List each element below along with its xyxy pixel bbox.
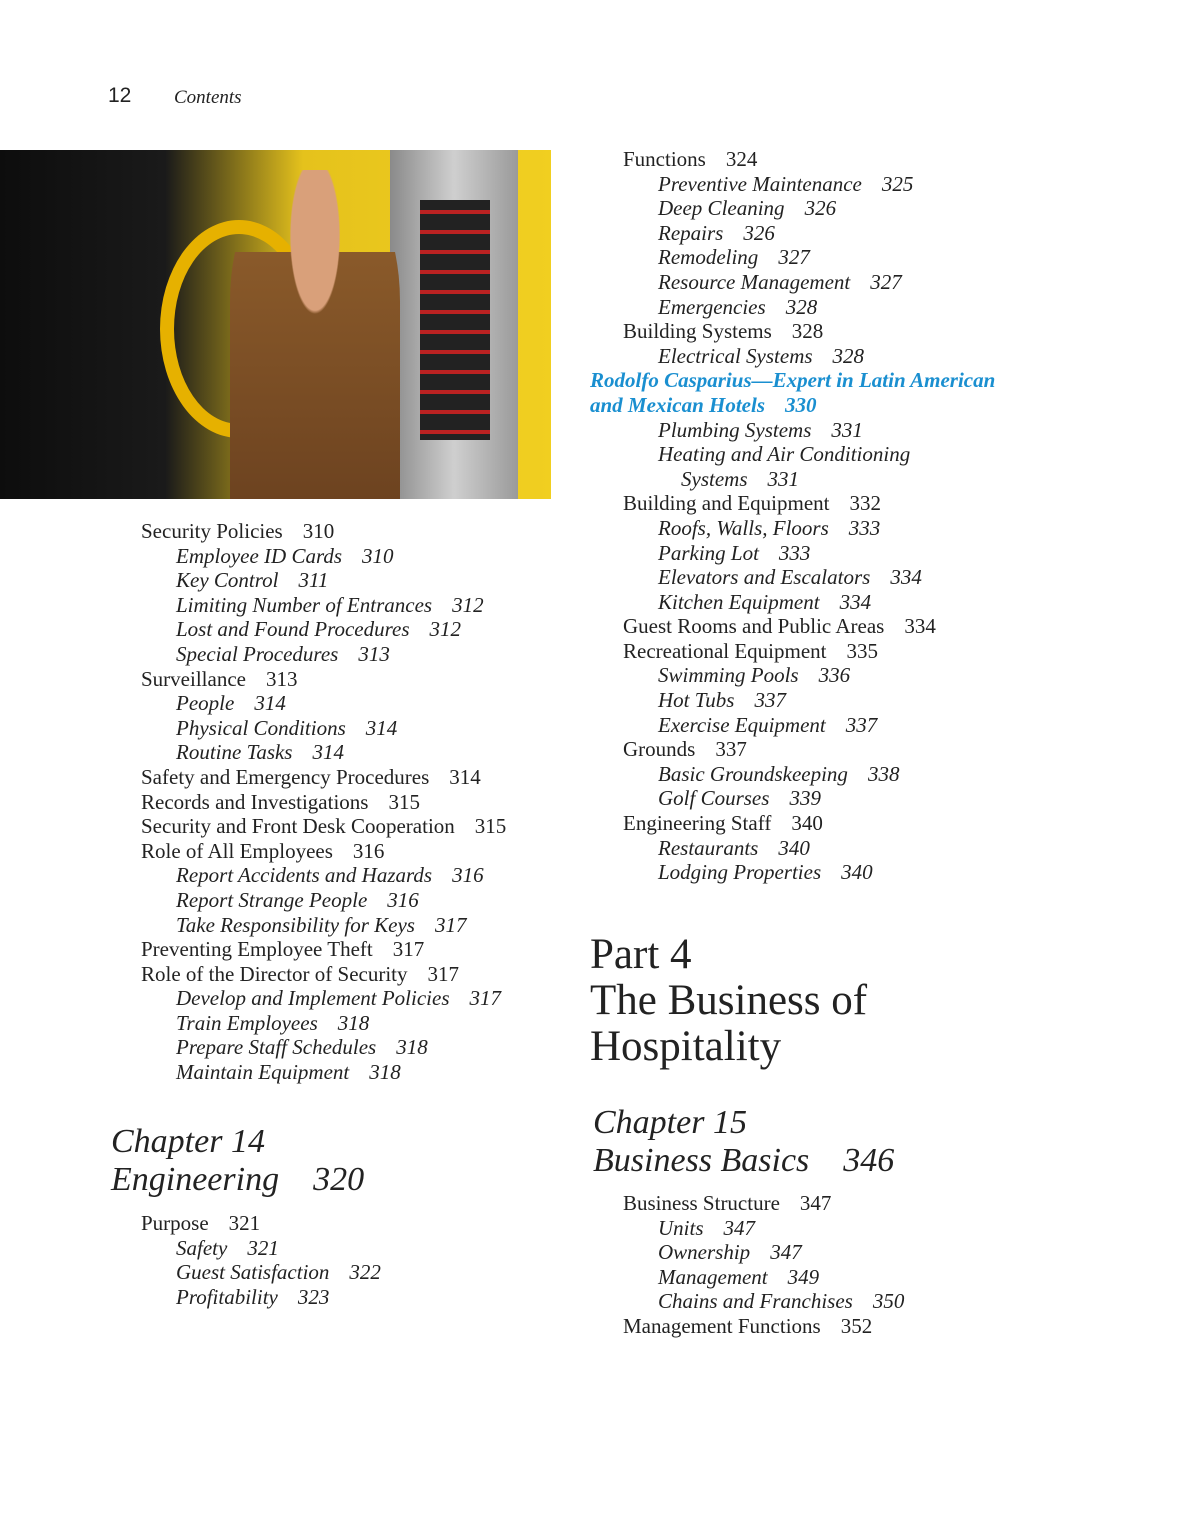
toc-entry [623, 762, 995, 787]
entry-title: Special Procedures [176, 641, 339, 666]
entry-title: Role of the Director of Security [141, 961, 408, 986]
entry-page: 336 [818, 663, 851, 688]
entry-title: Lodging Properties [658, 860, 822, 885]
electrician [230, 170, 400, 499]
toc-entry [623, 1289, 904, 1314]
entry-page: 337 [754, 688, 786, 713]
page-number: 12 [108, 84, 132, 107]
entry-page: 318 [396, 1035, 428, 1060]
toc-entry [141, 888, 506, 913]
entry-title: Records and Investigations [141, 789, 369, 814]
toc-entry [141, 986, 506, 1011]
entry-title: Kitchen Equipment [658, 589, 820, 614]
entry-page: 347 [799, 1191, 832, 1215]
entry-title: Functions [623, 147, 706, 171]
toc-entry [623, 1240, 904, 1265]
entry-page: 317 [427, 961, 459, 986]
entry-title: Recreational Equipment [623, 638, 827, 663]
toc-entry [141, 790, 506, 815]
toc-entry [141, 740, 506, 765]
toc-entry [623, 541, 995, 566]
toc-right-column [590, 147, 996, 885]
entry-page: 323 [297, 1284, 330, 1309]
entry-page: 310 [362, 543, 394, 568]
toc-entry [141, 1260, 381, 1285]
entry-title: Hot Tubs [658, 688, 735, 713]
toc-entry [141, 544, 506, 569]
part-label: Part 4 [590, 931, 692, 978]
entry-title: Building Systems [623, 319, 772, 344]
entry-title: Grounds [623, 737, 696, 762]
toc-entry [623, 245, 995, 270]
entry-page: 350 [872, 1289, 905, 1314]
entry-page: 327 [778, 245, 810, 270]
entry-title: Engineering Staff [623, 811, 772, 836]
toc-entry [141, 716, 506, 741]
entry-title: Plumbing Systems [658, 417, 812, 442]
entry-page: 331 [831, 417, 863, 442]
entry-page: 317 [392, 937, 425, 962]
entry-page: 331 [767, 466, 799, 491]
entry-page: 310 [302, 519, 335, 543]
chapter-label: Chapter 15 [593, 1104, 747, 1141]
entry-page: 314 [254, 691, 286, 716]
entry-page: 328 [832, 343, 865, 368]
entry-page: 314 [449, 764, 481, 789]
entry-page: 316 [352, 838, 385, 863]
toc-entry [623, 467, 995, 492]
toc-entry [623, 516, 995, 541]
entry-page: 334 [839, 589, 872, 614]
entry-title: Routine Tasks [176, 740, 293, 765]
toc-entry [141, 1060, 506, 1085]
entry-title: Emergencies [658, 294, 766, 319]
entry-page: 317 [434, 912, 467, 937]
electrician-photo [0, 150, 551, 499]
entry-title: Guest Satisfaction [176, 1260, 330, 1285]
entry-title: Safety and Emergency Procedures [141, 764, 430, 789]
toc-entry [623, 295, 995, 320]
toc-entry [141, 1211, 381, 1236]
entry-page: 337 [715, 737, 747, 762]
toc-entry [141, 519, 506, 544]
entry-title: Restaurants [658, 835, 759, 860]
entry-page: 328 [791, 319, 824, 344]
entry-page: 349 [787, 1264, 820, 1289]
chapter-page: 346 [843, 1142, 895, 1179]
toc-entry [141, 1236, 381, 1261]
toc-entry [623, 614, 995, 639]
toc-entry [623, 172, 995, 197]
toc-entry [141, 617, 506, 642]
toc-entry [141, 814, 506, 839]
entry-page: 334 [904, 614, 936, 639]
toc-chapter15 [623, 1191, 904, 1339]
toc-entry [623, 442, 995, 467]
entry-title: Security and Front Desk Cooperation [141, 814, 455, 839]
entry-title: Safety [176, 1235, 228, 1260]
chapter-title: Engineering [111, 1161, 280, 1198]
entry-title: Deep Cleaning [658, 196, 785, 221]
toc-entry [623, 1265, 904, 1290]
toc-entry [623, 811, 995, 836]
entry-title: Ownership [658, 1240, 751, 1265]
entry-page: 326 [743, 220, 775, 245]
entry-title: Business Structure [623, 1191, 780, 1215]
entry-title: Key Control [176, 568, 279, 593]
toc-entry [623, 1191, 904, 1216]
entry-page: 313 [358, 641, 390, 666]
toc-entry [141, 765, 506, 790]
entry-page: 315 [474, 814, 507, 839]
entry-page: 326 [804, 196, 837, 221]
entry-title: Repairs [658, 220, 724, 245]
toc-entry [623, 565, 995, 590]
entry-title: Resource Management [658, 269, 851, 294]
entry-page: 335 [846, 638, 879, 663]
toc-entry [623, 688, 995, 713]
part-4-heading [590, 932, 867, 1070]
entry-page: 311 [298, 568, 329, 593]
toc-entry [141, 568, 506, 593]
entry-title: Develop and Implement Policies [176, 986, 450, 1011]
entry-page: 347 [723, 1215, 756, 1240]
entry-title: Profitability [176, 1284, 278, 1309]
entry-title: Train Employees [176, 1010, 318, 1035]
entry-title: Report Accidents and Hazards [176, 863, 433, 888]
toc-entry [141, 937, 506, 962]
entry-page: 314 [365, 715, 398, 740]
entry-title: Report Strange People [176, 887, 368, 912]
toc-entry [141, 593, 506, 618]
toc-entry [141, 962, 506, 987]
entry-title: Units [658, 1215, 704, 1240]
chapter-title: Business Basics [593, 1142, 810, 1179]
entry-page: 347 [770, 1240, 802, 1265]
entry-title: Prepare Staff Schedules [176, 1035, 377, 1060]
entry-title: Role of All Employees [141, 838, 333, 863]
entry-title: Surveillance [141, 666, 246, 691]
toc-entry [623, 590, 995, 615]
entry-title: Heating and Air Conditioning [658, 442, 911, 467]
running-head: Contents [174, 87, 242, 108]
toc-entry [623, 639, 995, 664]
entry-page: 325 [881, 171, 914, 196]
entry-title: Remodeling [658, 245, 759, 270]
entry-page: 324 [725, 147, 758, 171]
chapter-page: 320 [313, 1161, 365, 1198]
toc-left-column [141, 519, 506, 1085]
chapter-15-heading [593, 1104, 894, 1180]
entry-page: 317 [469, 986, 501, 1011]
entry-title: Security Policies [141, 519, 283, 543]
chapter-14-heading [111, 1123, 364, 1199]
entry-page: 322 [349, 1260, 381, 1285]
entry-title: Golf Courses [658, 786, 770, 811]
chapter-label: Chapter 14 [111, 1123, 265, 1160]
entry-title: Electrical Systems [658, 343, 813, 368]
entry-page: 328 [785, 294, 818, 319]
toc-entry [623, 270, 995, 295]
entry-title: Basic Groundskeeping [658, 761, 848, 786]
toc-entry [623, 491, 995, 516]
entry-title: Lost and Found Procedures [176, 617, 410, 642]
entry-title: Limiting Number of Entrances [176, 592, 433, 617]
entry-title: Maintain Equipment [176, 1060, 350, 1085]
entry-page: 334 [890, 565, 922, 590]
toc-entry [623, 319, 995, 344]
toc-entry [141, 1011, 506, 1036]
entry-page: 312 [429, 617, 462, 642]
entry-page: 340 [778, 835, 810, 860]
entry-page: 316 [452, 863, 484, 888]
entry-title: People [176, 691, 235, 716]
toc-entry [141, 839, 506, 864]
entry-page: 339 [789, 786, 821, 811]
toc-entry [141, 642, 506, 667]
entry-title: Systems [681, 466, 748, 491]
toc-entry [141, 863, 506, 888]
entry-title: Preventing Employee Theft [141, 937, 373, 962]
entry-title: Guest Rooms and Public Areas [623, 614, 885, 639]
entry-title: Take Responsibility for Keys [176, 912, 415, 937]
toc-entry [590, 368, 995, 393]
entry-title: Building and Equipment [623, 491, 830, 516]
entry-title: Elevators and Escalators [658, 565, 871, 590]
entry-page: 338 [867, 761, 900, 786]
toc-entry [623, 1216, 904, 1241]
entry-title: Preventive Maintenance [658, 171, 862, 196]
entry-page: 315 [388, 789, 420, 814]
entry-page: 340 [791, 811, 823, 836]
toc-entry [623, 786, 995, 811]
entry-page: 321 [247, 1235, 279, 1260]
entry-page: 332 [849, 491, 881, 516]
entry-title: Management Functions [623, 1313, 821, 1338]
entry-title: Swimming Pools [658, 663, 799, 688]
toc-entry [623, 836, 995, 861]
entry-page: 312 [452, 592, 484, 617]
entry-page: 340 [841, 860, 873, 885]
toc-entry [623, 737, 995, 762]
entry-page: 352 [840, 1313, 873, 1338]
entry-title: Purpose [141, 1211, 209, 1235]
toc-entry [590, 393, 995, 418]
entry-title: Exercise Equipment [658, 712, 826, 737]
toc-entry [141, 1285, 381, 1310]
toc-entry [623, 1314, 904, 1339]
entry-page: 314 [312, 740, 344, 765]
toc-entry [623, 713, 995, 738]
toc-entry [623, 221, 995, 246]
toc-entry [623, 663, 995, 688]
toc-entry [141, 667, 506, 692]
entry-page: 333 [848, 515, 881, 540]
toc-entry [141, 691, 506, 716]
toc-entry [623, 147, 995, 172]
part-title-line1: The Business of [590, 977, 868, 1024]
entry-page: 321 [228, 1211, 261, 1235]
entry-page: 330 [785, 392, 817, 417]
toc-entry [141, 1035, 506, 1060]
entry-title: Parking Lot [658, 540, 759, 565]
entry-page: 318 [369, 1060, 401, 1085]
entry-page: 316 [387, 887, 419, 912]
toc-entry [141, 913, 506, 938]
entry-title: Chains and Franchises [658, 1289, 853, 1314]
entry-page: 337 [845, 712, 878, 737]
toc-entry [623, 418, 995, 443]
part-title-line2: Hospitality [590, 1023, 782, 1070]
toc-chapter14 [141, 1211, 381, 1309]
entry-title: Roofs, Walls, Floors [658, 515, 829, 540]
entry-page: 327 [870, 269, 902, 294]
entry-page: 318 [337, 1010, 370, 1035]
entry-page: 333 [778, 540, 811, 565]
toc-entry [623, 196, 995, 221]
entry-title: Rodolfo Casparius—Expert in Latin American [590, 368, 996, 393]
toc-entry [623, 860, 995, 885]
entry-title: and Mexican Hotels [590, 392, 766, 417]
entry-page: 313 [265, 666, 298, 691]
entry-title: Management [658, 1264, 768, 1289]
breaker-box [420, 200, 490, 440]
entry-title: Physical Conditions [176, 715, 346, 740]
toc-entry [623, 344, 995, 369]
entry-title: Employee ID Cards [176, 543, 343, 568]
